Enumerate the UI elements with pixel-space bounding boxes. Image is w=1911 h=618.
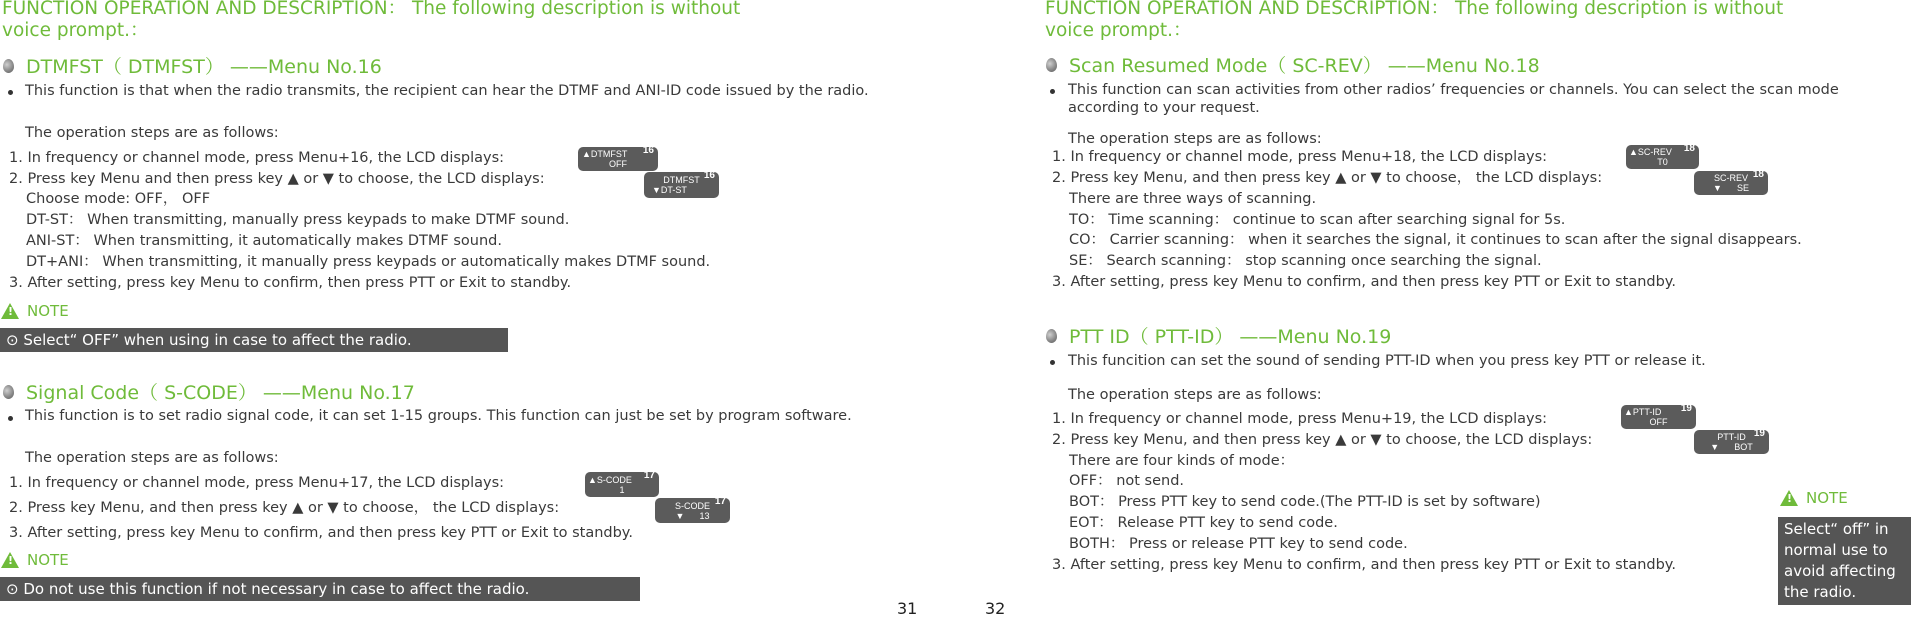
lcd-line-1: S-CODE bbox=[674, 501, 710, 511]
section-description: This function can scan activities from other radios’ frequencies or channels. You can select the scan mode according to your request. bbox=[1068, 82, 1839, 116]
lcd-menu-number: 17 bbox=[643, 470, 655, 481]
mode-line: CO： Carrier scanning： when it searches the signal, it continues to scan after the signal disappears. bbox=[1069, 232, 1802, 248]
note-heading bbox=[1780, 489, 1848, 507]
lcd-line-2: ▼ 13 bbox=[675, 511, 710, 521]
steps-intro: The operation steps are as follows: bbox=[25, 125, 279, 141]
step-2: 2. Press key Menu, and then press key ▲ or ▼ to choose， the LCD displays: bbox=[9, 500, 560, 516]
bullet-dot-icon bbox=[8, 90, 13, 95]
lcd-display-1 bbox=[578, 147, 658, 171]
lcd-line-2: 1 bbox=[619, 485, 625, 495]
page-32 bbox=[985, 0, 1911, 618]
lcd-display-2 bbox=[1694, 171, 1768, 195]
section-heading-text: DTMFST（ DTMFST） ——Menu No.16 bbox=[26, 56, 382, 78]
page-title-line2: voice prompt.： bbox=[1045, 20, 1192, 41]
mode-line: OFF： not send. bbox=[1069, 473, 1185, 489]
step-3: 3. After setting, press key Menu to confirm, and then press key PTT or Exit to standby. bbox=[1052, 274, 1676, 290]
lcd-menu-number: 18 bbox=[1752, 169, 1764, 180]
step-1: 1. In frequency or channel mode, press Menu+18, the LCD displays: bbox=[1052, 149, 1548, 165]
lcd-line-2: OFF bbox=[1649, 417, 1668, 427]
section-heading-menu-18 bbox=[1046, 51, 1540, 78]
section-heading-text: Scan Resumed Mode（ SC-REV） ——Menu No.18 bbox=[1069, 55, 1540, 77]
step-3: 3. After setting, press key Menu to confirm, and then press key PTT or Exit to standby. bbox=[1052, 557, 1676, 573]
lcd-line-1: ▲DTMFST bbox=[582, 149, 628, 159]
lcd-display-1 bbox=[1621, 405, 1696, 429]
lcd-line-2: T0 bbox=[1657, 157, 1668, 167]
steps-intro: The operation steps are as follows: bbox=[1068, 387, 1322, 403]
section-description: This funcition can set the sound of sending PTT-ID when you press key PTT or release it. bbox=[1068, 353, 1706, 369]
lcd-line-2: OFF bbox=[609, 159, 627, 169]
lcd-line-1: ▲SC-REV bbox=[1629, 147, 1672, 157]
section-description: This function is to set radio signal code, it can set 1-15 groups. This function can just be set by program software. bbox=[25, 408, 852, 424]
warning-icon: ! bbox=[1, 552, 19, 568]
mode-line: EOT： Release PTT key to send code. bbox=[1069, 515, 1338, 531]
mode-line: There are three ways of scanning. bbox=[1069, 191, 1317, 207]
section-bullet-icon bbox=[1046, 58, 1057, 72]
note-bar: ⊙ Select“ OFF” when using in case to affect the radio. bbox=[0, 328, 508, 352]
step-3: 3. After setting, press key Menu to confirm, then press PTT or Exit to standby. bbox=[9, 275, 572, 291]
lcd-line-2: ▼ SE bbox=[1713, 183, 1749, 193]
section-heading-text: Signal Code（ S-CODE） ——Menu No.17 bbox=[26, 382, 415, 404]
warning-icon: ! bbox=[1780, 490, 1798, 506]
page-number: 32 bbox=[985, 599, 1006, 618]
page-title-line2: voice prompt.： bbox=[2, 20, 149, 41]
note-label: NOTE bbox=[27, 551, 69, 569]
step-2: 2. Press key Menu, and then press key ▲ or ▼ to choose, the LCD displays: bbox=[1052, 432, 1593, 448]
page-title-line1: FUNCTION OPERATION AND DESCRIPTION： The following description is without bbox=[2, 0, 741, 19]
lcd-display-2 bbox=[655, 498, 730, 523]
step-1: 1. In frequency or channel mode, press Menu+19, the LCD displays: bbox=[1052, 411, 1548, 427]
mode-line: BOTH： Press or release PTT key to send code. bbox=[1069, 536, 1408, 552]
step-1: 1. In frequency or channel mode, press Menu+17, the LCD displays: bbox=[9, 475, 505, 491]
lcd-line-2: ▼ BOT bbox=[1710, 442, 1753, 452]
bullet-dot-icon bbox=[1050, 89, 1055, 94]
note-box: Select“ off” in normal use to avoid affecting the radio. bbox=[1778, 517, 1911, 605]
step-2: 2. Press key Menu and then press key ▲ or ▼ to choose, the LCD displays: bbox=[9, 171, 545, 187]
step-1: 1. In frequency or channel mode, press Menu+16, the LCD displays: bbox=[9, 150, 505, 166]
section-heading-menu-19 bbox=[1046, 322, 1391, 349]
page-number: 31 bbox=[897, 599, 918, 618]
mode-line: ANI-ST： When transmitting, it automatically makes DTMF sound. bbox=[26, 233, 502, 249]
lcd-display-2 bbox=[1694, 430, 1769, 454]
page-title-line1: FUNCTION OPERATION AND DESCRIPTION： The following description is without bbox=[1045, 0, 1784, 19]
section-heading-menu-17 bbox=[3, 378, 415, 405]
section-bullet-icon bbox=[3, 59, 14, 73]
lcd-display-1 bbox=[585, 472, 659, 497]
note-label: NOTE bbox=[27, 302, 69, 320]
note-label: NOTE bbox=[1806, 489, 1848, 507]
bullet-dot-icon bbox=[1050, 360, 1055, 365]
section-heading-menu-16 bbox=[3, 52, 382, 79]
lcd-line-1: ▲S-CODE bbox=[588, 475, 632, 485]
mode-line: Choose mode: OFF， OFF bbox=[26, 191, 211, 207]
mode-line: BOT： Press PTT key to send code.(The PTT-ID is set by software) bbox=[1069, 494, 1541, 510]
lcd-menu-number: 16 bbox=[703, 170, 715, 181]
lcd-display-1 bbox=[1626, 145, 1699, 169]
mode-line: SE： Search scanning： stop scanning once searching the signal. bbox=[1069, 253, 1542, 269]
lcd-menu-number: 19 bbox=[1753, 428, 1765, 439]
lcd-display-2 bbox=[644, 172, 719, 198]
section-description: This function is that when the radio transmits, the recipient can hear the DTMF and ANI-ID code issued by the radio. bbox=[25, 83, 869, 99]
step-2: 2. Press key Menu, and then press key ▲ or ▼ to choose， the LCD displays: bbox=[1052, 170, 1603, 186]
lcd-line-1: DTMFST bbox=[663, 175, 700, 185]
lcd-menu-number: 19 bbox=[1680, 403, 1692, 414]
note-heading bbox=[1, 551, 69, 569]
steps-intro: The operation steps are as follows: bbox=[1068, 131, 1322, 147]
lcd-menu-number: 17 bbox=[714, 496, 726, 507]
lcd-menu-number: 16 bbox=[642, 145, 654, 156]
lcd-line-2: ▼DT-ST bbox=[652, 185, 687, 195]
mode-line: DT-ST： When transmitting, manually press keypads to make DTMF sound. bbox=[26, 212, 570, 228]
mode-line: DT+ANI： When transmitting, it manually press keypads or automatically makes DTMF sound. bbox=[26, 254, 711, 270]
lcd-menu-number: 18 bbox=[1683, 143, 1695, 154]
mode-line: TO： Time scanning： continue to scan after searching signal for 5s. bbox=[1069, 212, 1566, 228]
bullet-dot-icon bbox=[8, 416, 13, 421]
lcd-line-1: ▲PTT-ID bbox=[1624, 407, 1662, 417]
section-bullet-icon bbox=[1046, 329, 1057, 343]
page-31 bbox=[0, 0, 918, 618]
step-3: 3. After setting, press key Menu to confirm, and then press key PTT or Exit to standby. bbox=[9, 525, 633, 541]
steps-intro: The operation steps are as follows: bbox=[25, 450, 279, 466]
mode-line: There are four kinds of mode： bbox=[1069, 453, 1295, 469]
section-heading-text: PTT ID（ PTT-ID） ——Menu No.19 bbox=[1069, 326, 1392, 348]
section-bullet-icon bbox=[3, 385, 14, 399]
lcd-line-1: SC-REV bbox=[1713, 173, 1748, 183]
note-heading bbox=[1, 302, 69, 320]
warning-icon: ! bbox=[1, 303, 19, 319]
lcd-line-1: PTT-ID bbox=[1717, 432, 1746, 442]
note-bar: ⊙ Do not use this function if not necessary in case to affect the radio. bbox=[0, 577, 640, 601]
